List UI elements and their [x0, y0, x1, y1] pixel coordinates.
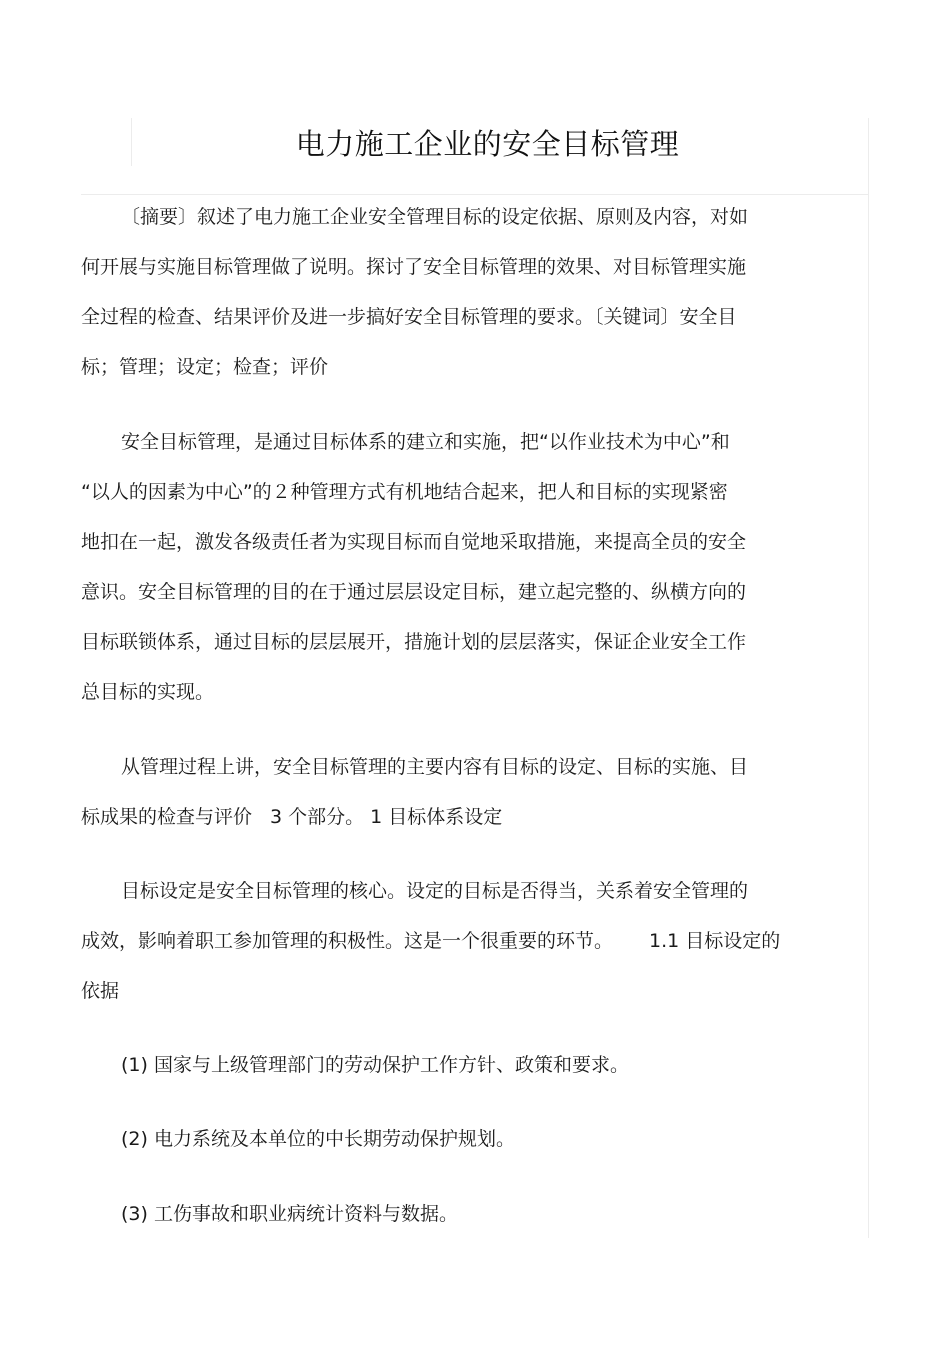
body-paragraph-2 — [81, 742, 816, 842]
paragraph-line-part: 标成果的检查与评价 — [81, 806, 253, 828]
section-heading-inline: 3 个部分。 1 目标体系设定 — [270, 806, 503, 828]
paragraph-line — [81, 792, 816, 842]
basis-list — [81, 1189, 816, 1239]
paragraph-line: 依据 — [81, 980, 120, 1002]
abstract-line: 〔摘要〕叙述了电力施工企业安全管理目标的设定依据、原则及内容，对如 — [121, 206, 749, 228]
paragraph-line: “以人的因素为中心”的２种管理方式有机地结合起来，把人和目标的实现紧密 — [81, 481, 728, 503]
body-paragraph-1 — [81, 417, 816, 717]
abstract-line: 全过程的检查、结果评价及进一步搞好安全目标管理的要求。〔关键词〕安全目 — [81, 306, 737, 328]
paragraph-line: 安全目标管理，是通过目标体系的建立和实施，把“以作业技术为中心”和 — [121, 431, 730, 453]
paragraph-line: 总目标的实现。 — [81, 681, 215, 703]
list-item: (3) 工伤事故和职业病统计资料与数据。 — [121, 1203, 458, 1225]
frame-line-right — [868, 118, 869, 1238]
paragraph-line: 意识。安全目标管理的目的在于通过层层设定目标，建立起完整的、纵横方向的 — [81, 581, 747, 603]
list-item: (2) 电力系统及本单位的中长期劳动保护规划。 — [121, 1128, 515, 1150]
paragraph-line — [81, 916, 816, 966]
document-title: 电力施工企业的安全目标管理 — [295, 127, 680, 161]
paragraph-line: 目标设定是安全目标管理的核心。设定的目标是否得当，关系着安全管理的 — [121, 880, 749, 902]
list-item: (1) 国家与上级管理部门的劳动保护工作方针、政策和要求。 — [121, 1054, 629, 1076]
basis-list — [81, 1114, 816, 1164]
paragraph-line: 目标联锁体系，通过目标的层层展开，措施计划的层层落实，保证企业安全工作 — [81, 631, 747, 653]
paragraph-line: 从管理过程上讲，安全目标管理的主要内容有目标的设定、目标的实施、目 — [121, 756, 749, 778]
abstract-paragraph — [81, 192, 816, 392]
abstract-line: 标；管理；设定；检查；评价 — [81, 356, 329, 378]
paragraph-line-part: 成效，影响着职工参加管理的积极性。这是一个很重要的环节。 — [81, 930, 614, 952]
paragraph-line: 地扣在一起，激发各级责任者为实现目标而自觉地采取措施，来提高全员的安全 — [81, 531, 747, 553]
basis-list — [81, 1040, 816, 1090]
body-paragraph-3 — [81, 866, 816, 1016]
section-heading-inline: 1.1 目标设定的 — [649, 930, 781, 952]
abstract-line: 何开展与实施目标管理做了说明。探讨了安全目标管理的效果、对目标管理实施 — [81, 256, 747, 278]
